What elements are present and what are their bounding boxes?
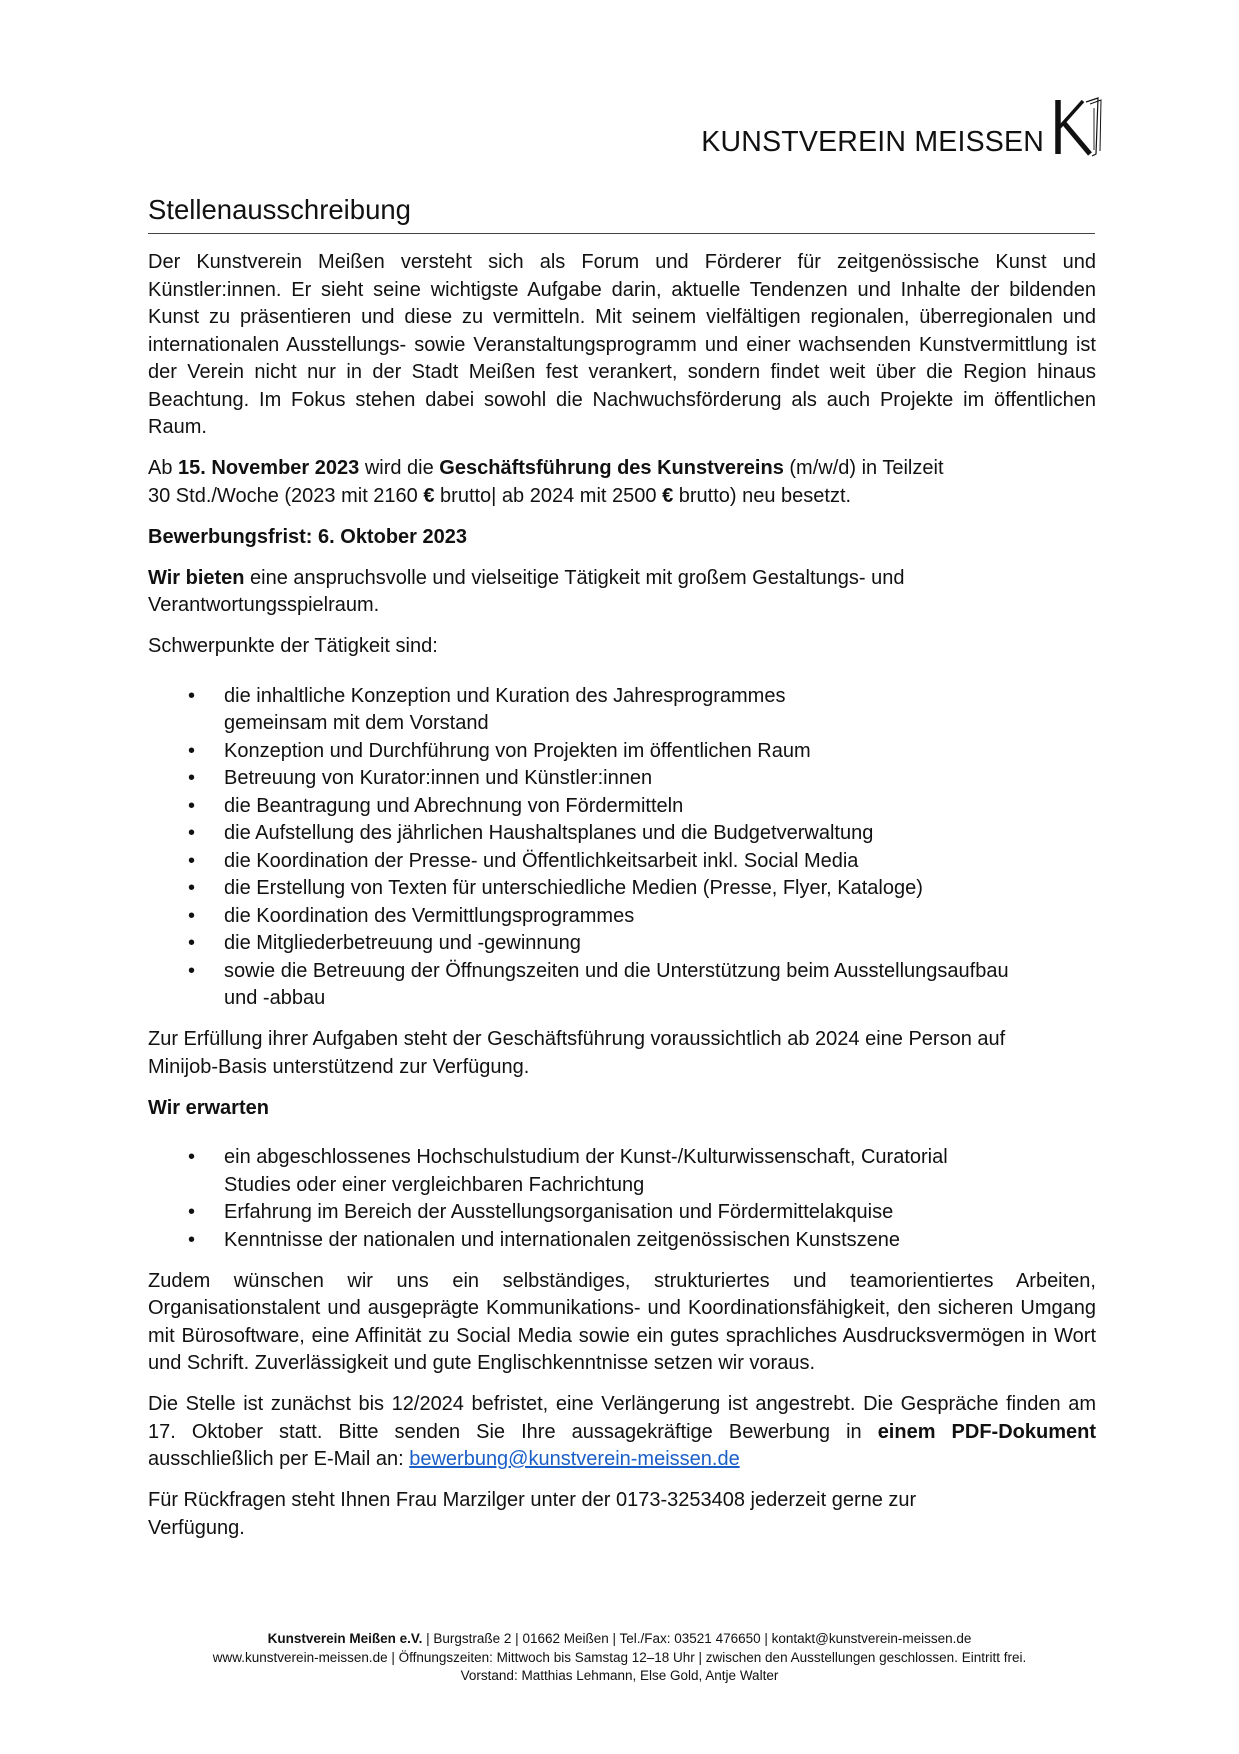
list-item: • Betreuung von Kurator:innen und Künstler:innen [148, 765, 1096, 793]
bullet: • [188, 959, 196, 982]
bullet: • [188, 1201, 196, 1223]
list-item: • die Mitgliederbetreuung und -gewinnung [148, 930, 1096, 958]
bullet: • [188, 684, 196, 707]
expect-heading: Wir erwarten [148, 1096, 269, 1119]
also-paragraph: Zudem wünschen wir uns ein selbständiges, strukturiertes und teamorientiertes Arbeiten, Organisationstalent und ausgeprägte Kommunikations- und Koordinationsfähigkeit, den sicheren Umgang mit Bürosoftware, eine Affinität zu Social Media sowie ein gutes sprachliches Ausdrucksvermögen in Wort und Schrift. Zuverlässigkeit und gute Englischkenntnisse setzen wir voraus. [148, 1269, 1096, 1374]
offer-lead: Wir bieten [148, 566, 245, 589]
list-item: • Konzeption und Durchführung von Projekten im öffentlichen Raum [148, 738, 1096, 766]
position-text: wird die [359, 457, 440, 479]
euro-sign: € [423, 484, 435, 507]
bullet: • [188, 932, 196, 954]
list-item: • die Koordination der Presse- und Öffentlichkeitsarbeit inkl. Social Media [148, 848, 1096, 876]
bullet: • [188, 1146, 196, 1168]
list-item: • sowie die Betreuung der Öffnungszeiten und die Unterstützung beim Ausstellungsaufbau und -abbau [188, 959, 1009, 1009]
list-item: • die Aufstellung des jährlichen Haushaltsplanes und die Budgetverwaltung [148, 820, 1096, 848]
footer [0, 1630, 1239, 1686]
position-text: Ab [148, 457, 179, 479]
list-item: • die Koordination des Vermittlungsprogrammes [148, 903, 1096, 931]
footer-org: Kunstverein Meißen e.V. [267, 1631, 423, 1646]
list-item: • Kenntnisse der nationalen und internationalen zeitgenössischen Kunstszene [148, 1227, 1096, 1255]
position-text: brutto) neu besetzt. [673, 484, 852, 507]
offer-text: Verantwortungsspielraum. [148, 594, 380, 616]
logo-k-mark-icon [1052, 96, 1104, 158]
role-title: Geschäftsführung des Kunstvereins [439, 457, 784, 479]
logo-text: KUNSTVEREIN MEISSEN [701, 125, 1044, 158]
email-link[interactable]: bewerbung@kunstverein-meissen.de [409, 1448, 740, 1470]
start-date: 15. November 2023 [178, 457, 360, 479]
euro-sign: € [662, 484, 674, 507]
apply-paragraph: Die Stelle ist zunächst bis 12/2024 befristet, eine Verlängerung ist angestrebt. Die Gespräche finden am 17. Oktober statt. Bitte senden Sie Ihre aussagekräftige Bewerbung in einem PDF-Dokument ausschließlich per E-Mail an: bewerbung@kunstverein-meissen.de [148, 1393, 1096, 1470]
bullet: • [188, 822, 196, 844]
position-text: (m/w/d) in Teilzeit [783, 457, 944, 479]
offer-text: eine anspruchsvolle und vielseitige Tätigkeit mit großem Gestaltungs- und [244, 566, 905, 589]
support-paragraph: Zur Erfüllung ihrer Aufgaben steht der Geschäftsführung voraussichtlich ab 2024 eine Person auf Minijob-Basis unterstützend zur Verfügung. [148, 1028, 1006, 1078]
bullet: • [188, 877, 196, 899]
bullet: • [188, 904, 196, 927]
bullet: • [188, 849, 196, 872]
intro-paragraph: Der Kunstverein Meißen versteht sich als Forum und Förderer für zeitgenössische Kunst und Künstler:innen. Er sieht seine wichtigste Aufgabe darin, aktuelle Tendenzen und Inhalte der bildenden Kunst zu präsentieren und diese zu vermitteln. Mit seinem vielfältigen regionalen, überregionalen und internationalen Ausstellungs- sowie Veranstaltungsprogramm und einer wachsenden Kunstvermittlung ist der Verein nicht nur in der Stadt Meißen fest verankert, sondern findet weit über die Region hinaus Beachtung. Im Fokus stehen dabei sowohl die Nachwuchsförderung als auch Projekte im öffentlichen Raum. [148, 251, 1096, 438]
footer-line: www.kunstverein-meissen.de | Öffnungszeiten: Mittwoch bis Samstag 12–18 Uhr | zwischen den Ausstellungen geschlossen. Eintritt frei. [212, 1649, 1027, 1665]
tasks-heading: Schwerpunkte der Tätigkeit sind: [148, 635, 438, 657]
tasks-list [148, 683, 1096, 1013]
position-text: brutto| ab 2024 mit 2500 [434, 484, 663, 507]
list-item: • ein abgeschlossenes Hochschulstudium der Kunst-/Kulturwissenschaft, Curatorial Studies oder einer vergleichbaren Fachrichtung [188, 1146, 948, 1196]
list-item: • Erfahrung im Bereich der Ausstellungsorganisation und Fördermittelakquise [148, 1199, 1096, 1227]
contact-paragraph: Für Rückfragen steht Ihnen Frau Marzilger unter der 0173-3253408 jederzeit gerne zur Verfügung. [148, 1489, 917, 1539]
page-title: Stellenausschreibung [148, 193, 1095, 234]
list-item: • die inhaltliche Konzeption und Kuration des Jahresprogrammes gemeinsam mit dem Vorstand [188, 684, 786, 734]
bullet: • [188, 739, 196, 762]
list-item: • die Erstellung von Texten für unterschiedliche Medien (Presse, Flyer, Kataloge) [148, 875, 1096, 903]
position-paragraph [148, 455, 1096, 510]
footer-line: Vorstand: Matthias Lehmann, Else Gold, Antje Walter [460, 1668, 779, 1683]
bullet: • [188, 794, 196, 817]
offer-paragraph [148, 565, 1096, 620]
header-logo [701, 96, 1104, 158]
bullet: • [188, 767, 196, 789]
list-item: • die Beantragung und Abrechnung von Fördermitteln [148, 793, 1096, 821]
position-text: 30 Std./Woche (2023 mit 2160 [148, 484, 424, 507]
footer-line: Kunstverein Meißen e.V. | Burgstraße 2 | 01662 Meißen | Tel./Fax: 03521 476650 | kontakt@kunstverein-meissen.de [267, 1631, 972, 1646]
expect-list [148, 1144, 1096, 1254]
pdf-requirement: einem PDF-Dokument [877, 1420, 1096, 1443]
bullet: • [188, 1228, 196, 1251]
application-deadline: Bewerbungsfrist: 6. Oktober 2023 [148, 525, 467, 548]
document-body [148, 249, 1096, 1556]
